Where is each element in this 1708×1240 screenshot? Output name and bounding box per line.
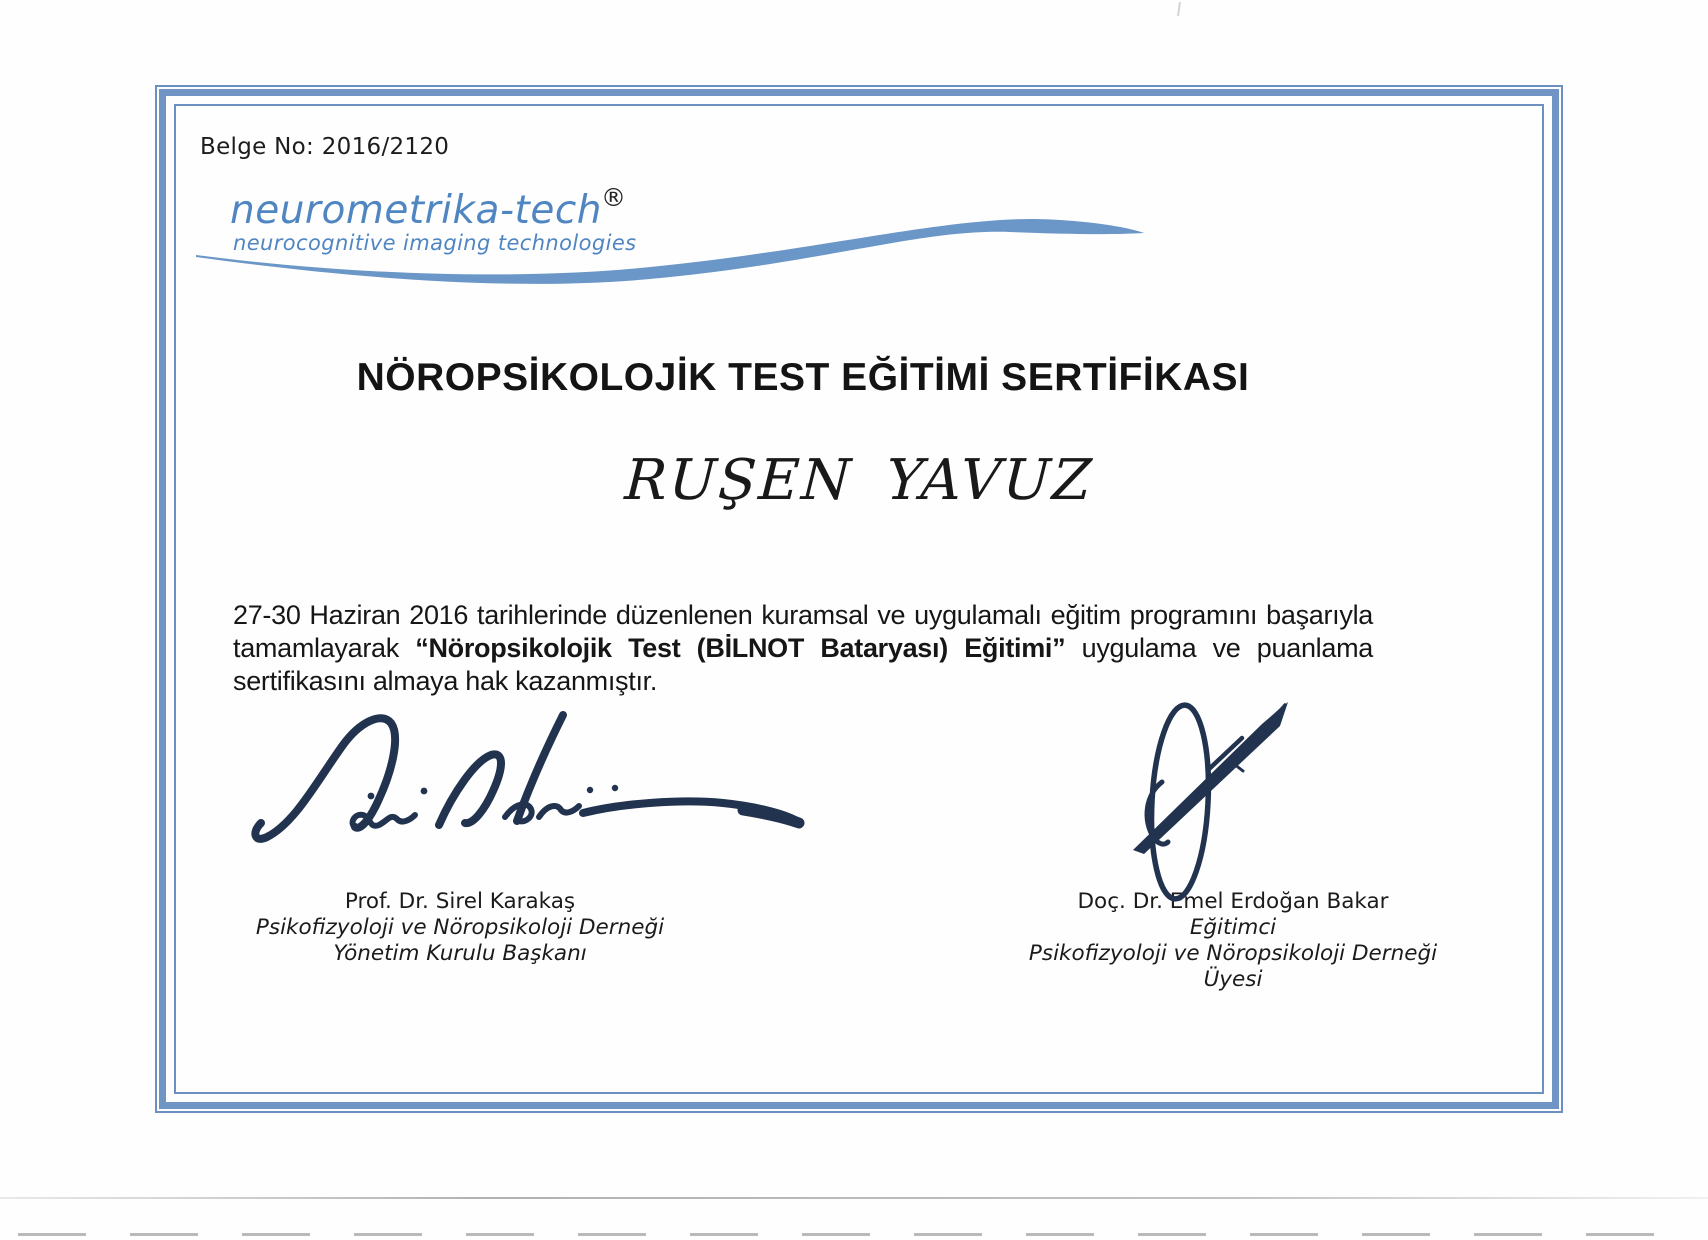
certificate-title: NÖROPSİKOLOJİK TEST EĞİTİMİ SERTİFİKASI [356, 356, 1250, 399]
signatory-left-role-2: Yönetim Kurulu Başkanı [333, 941, 587, 966]
signatory-left-block [250, 889, 670, 967]
scan-artifact-dashed-line [18, 1233, 1680, 1236]
body-text-regular-2: uygulama ve puanlama sertifikasını almaya hak kazanmıştır. [233, 633, 1373, 696]
recipient-name: RUŞEN YAVUZ [623, 448, 1095, 513]
body-text-regular-1: 27-30 Haziran 2016 tarihlerinde düzenlenen kuramsal ve uygulamalı eğitim programını başarıyla tamamlayarak [233, 600, 1373, 663]
signatory-right-role-1: Eğitimci [1189, 915, 1277, 940]
brand-name: neurometrika-tech [230, 188, 602, 233]
signatory-left-name: Prof. Dr. Sirel Karakaş [344, 889, 576, 914]
scan-artifact-line [0, 1197, 1708, 1199]
signature-right [1122, 690, 1302, 920]
document-number: Belge No: 2016/2120 [200, 134, 450, 160]
scan-artifact-scratch [1177, 2, 1181, 16]
body-text-bold: “Nöropsikolojik Test (BİLNOT Bataryası) Eğitimi” [415, 633, 1066, 663]
signature-left [243, 693, 813, 853]
brand-tagline: neurocognitive imaging technologies [233, 231, 637, 255]
signatory-left-role-1: Psikofizyoloji ve Nöropsikoloji Derneği [255, 915, 665, 940]
signatory-right-name: Doç. Dr. Emel Erdoğan Bakar [1077, 889, 1389, 914]
body-paragraph [233, 599, 1373, 698]
signatory-right-role-2: Psikofizyoloji ve Nöropsikoloji Derneği Üyesi [1028, 941, 1438, 992]
logo-swoosh [190, 208, 1150, 298]
registered-trademark-symbol: ® [601, 183, 626, 212]
